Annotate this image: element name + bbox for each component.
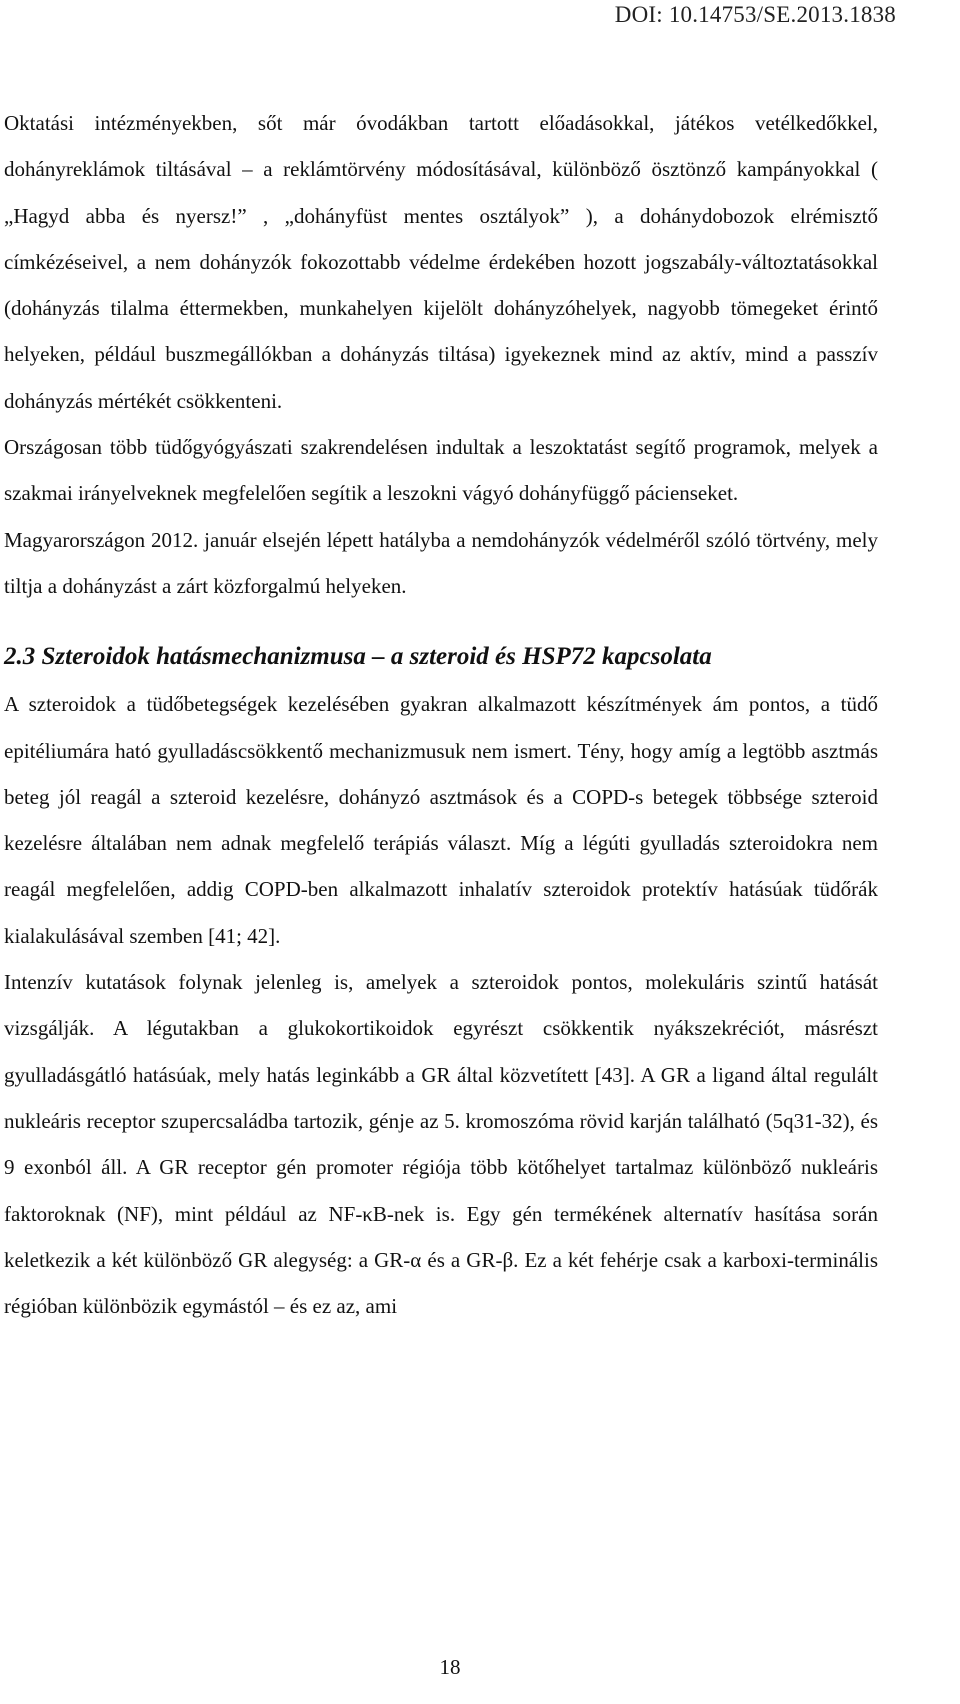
paragraph-steroid-mechanism: Intenzív kutatások folynak jelenleg is, amelyek a szteroidok pontos, molekuláris szintű hatását vizsgálják. A légutakban a glukokortikoidok egyrészt csökkentik nyákszekréciót, másrészt gyulladásgátló hatásúak, mely hatás leginkább a GR által közvetített [43]. A GR a ligand által regulált nukleáris receptor szupercsaládba tartozik, génje az 5. kromoszóma rövid karján található (5q31-32), és 9 exonból áll. A GR receptor gén promoter régiója több kötőhelyet tartalmaz különböző nukleáris faktoroknak (NF), mint például az NF-κB-nek is. Egy gén termékének alternatív hasítása során keletkezik a két különböző GR alegység: a GR-α és a GR-β. Ez a két fehérje csak a karboxi-terminális régióban különbözik egymástól – és ez az, ami bbox=[4, 970, 878, 1319]
section-heading: 2.3 Szteroidok hatásmechanizmusa – a szteroid és HSP72 kapcsolata bbox=[4, 643, 712, 671]
page-number: 18 bbox=[439, 1655, 461, 1679]
paragraph-smoking-law: Magyarországon 2012. január elsején lépett hatályba a nemdohányzók védelméről szóló törtvény, mely tiltja a dohányzást a zárt közforgalmú helyeken. bbox=[4, 527, 878, 598]
paragraph-steroid-treatment: A szteroidok a tüdőbetegségek kezelésében gyakran alkalmazott készítmények ám pontos, a tüdő epitéliumára ható gyulladáscsökkentő mechanizmusuk nem ismert. Tény, hogy amíg a legtöbb asztmás beteg jól reagál a szteroid kezelésre, dohányzó asztmások és a COPD-s betegek többsége szteroid kezelésre általában nem adnak megfelelő terápiás választ. Míg a légúti gyulladás szteroidokra nem reagál megfelelően, addig COPD-ben alkalmazott inhalatív szteroidok protektív hatásúak tüdőrák kialakulásával szemben [41; 42]. bbox=[4, 692, 878, 948]
paragraph-smoking-prevention: Oktatási intézményekben, sőt már óvodákban tartott előadásokkal, játékos vetélkedőkkel, dohányreklámok tiltásával – a reklámtörvény módosításával, különböző ösztönző kampányokkal ( „Hagyd abba és nyersz!” , „dohányfüst mentes osztályok” ), a dohánydobozok elrémisztő címkézéseivel, a nem dohányzók fokozottabb védelme érdekében hozott jogszabály-változtatásokkal (dohányzás tilalma éttermekben, munkahelyen kijelölt dohányzóhelyek, nagyobb tömegeket érintő helyeken, például buszmegállókban a dohányzás tiltása) igyekeznek mind az aktív, mind a passzív dohányzás mértékét csökkenteni. bbox=[4, 111, 878, 413]
doi-header: DOI: 10.14753/SE.2013.1838 bbox=[614, 2, 896, 27]
paragraph-cessation-programs: Országosan több tüdőgyógyászati szakrendelésen indultak a leszoktatást segítő programok, melyek a szakmai irányelveknek megfelelően segítik a leszokni vágyó dohányfüggő pácienseket. bbox=[4, 435, 878, 506]
document-body bbox=[4, 100, 878, 1329]
